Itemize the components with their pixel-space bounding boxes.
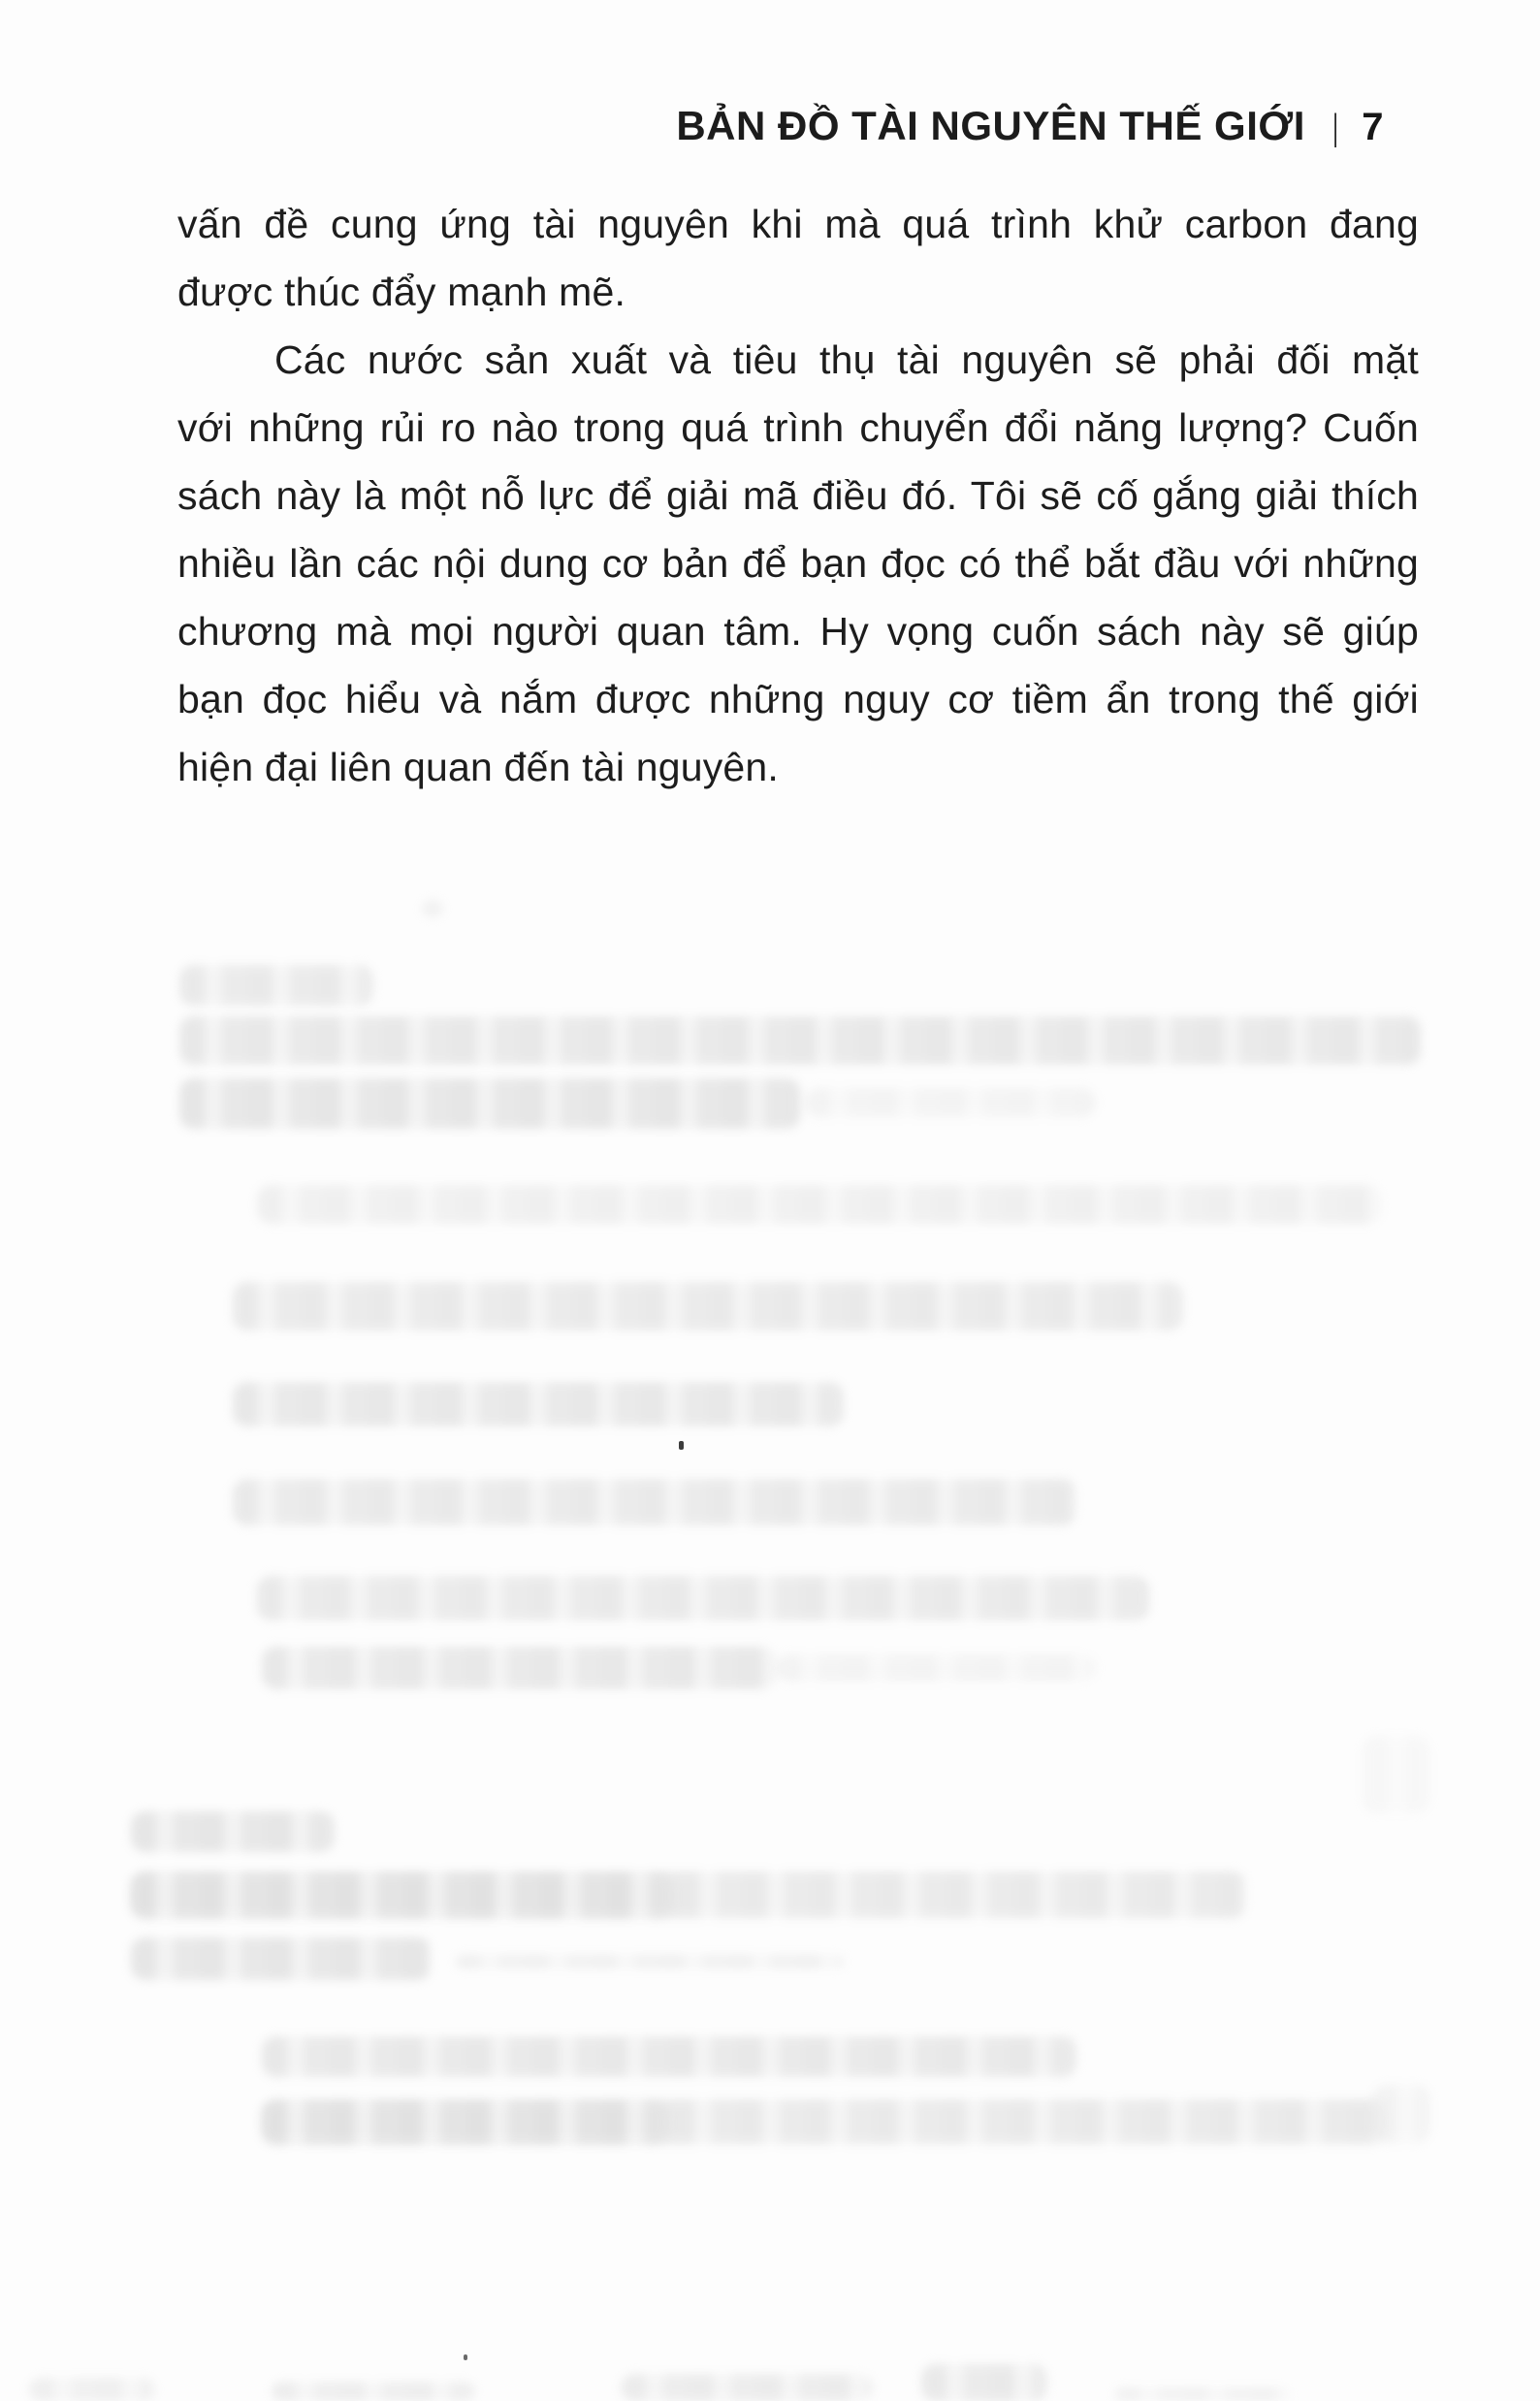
ink-speck <box>464 2354 467 2360</box>
bleed-through-smudge <box>262 2036 1076 2077</box>
bleed-through-smudge <box>621 2374 873 2401</box>
bleed-through-smudge <box>1372 2085 1430 2143</box>
bleed-through-smudge <box>233 1479 1076 1525</box>
bleed-through-smudge <box>1115 2387 1290 2401</box>
bleed-through-smudge <box>1363 1736 1430 1813</box>
page-number: 7 <box>1362 106 1384 148</box>
text-line: nhiều lần các nội dung cơ bản để bạn đọc có thể bắt đầu với những <box>177 541 1419 586</box>
header-separator: | <box>1331 108 1339 148</box>
bleed-through-smudge <box>262 2101 669 2144</box>
bleed-through-smudge <box>776 1654 1096 1681</box>
bleed-through-smudge <box>805 1088 1096 1117</box>
running-header <box>177 103 1384 149</box>
body-text <box>177 190 1419 801</box>
bleed-through-smudge <box>233 1382 844 1426</box>
bleed-through-smudge <box>179 1016 1421 1065</box>
text-line: được thúc đẩy mạnh mẽ. <box>177 270 626 314</box>
bleed-through-smudge <box>179 1078 800 1129</box>
text-line: Các nước sản xuất và tiêu thụ tài nguyên sẽ phải đối mặt <box>274 337 1419 382</box>
bleed-through-smudge <box>262 1647 776 1689</box>
running-header-title: BẢN ĐỒ TÀI NGUYÊN THẾ GIỚI <box>676 103 1305 148</box>
text-line: hiện đại liên quan đến tài nguyên. <box>177 745 780 789</box>
bleed-through-smudge <box>131 1873 674 1918</box>
bleed-through-smudge <box>456 1955 844 1969</box>
bleed-through-smudge <box>272 2382 475 2401</box>
ink-speck <box>679 1441 684 1450</box>
bleed-through-smudge <box>257 1576 1149 1620</box>
text-line: bạn đọc hiểu và nắm được những nguy cơ tiềm ẩn trong thế giới <box>177 677 1419 721</box>
bleed-through-smudge <box>131 1937 432 1980</box>
bleed-through-smudge <box>131 1811 335 1852</box>
bleed-through-smudge <box>233 1282 1183 1330</box>
bleed-through-smudge <box>257 1185 1382 1224</box>
text-line: sách này là một nỗ lực để giải mã điều đó. Tôi sẽ cố gắng giải thích <box>177 473 1419 518</box>
text-line: với những rủi ro nào trong quá trình chuyển đổi năng lượng? Cuốn <box>177 405 1419 450</box>
text-line: vấn đề cung ứng tài nguyên khi mà quá trình khử carbon đang <box>177 202 1419 246</box>
bleed-through-smudge <box>262 2099 1387 2144</box>
text-line: chương mà mọi người quan tâm. Hy vọng cuốn sách này sẽ giúp <box>177 609 1419 654</box>
bleed-through-smudge <box>422 900 443 917</box>
bleed-through-smudge <box>131 1872 1246 1918</box>
bleed-through-smudge <box>179 965 373 1006</box>
bleed-through-smudge <box>921 2364 1047 2401</box>
bleed-through-smudge <box>29 2378 155 2401</box>
